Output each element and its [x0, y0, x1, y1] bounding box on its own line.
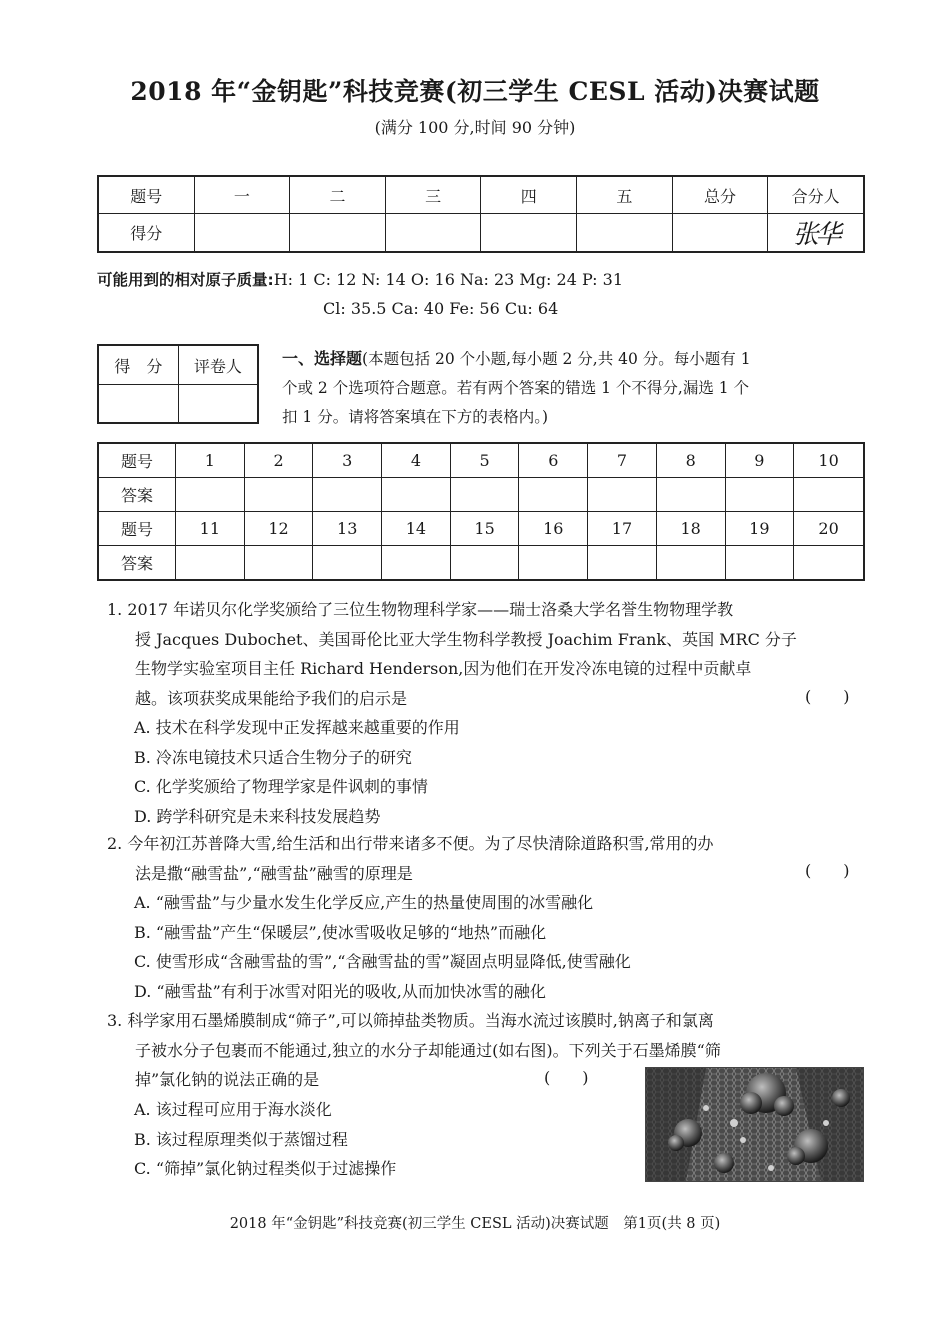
score-table-score-row	[98, 214, 864, 253]
answer-blank-cell	[656, 478, 725, 512]
question-number-label: 题号	[98, 443, 176, 478]
grader-score-blank	[98, 385, 178, 424]
answer-label: 答案	[98, 478, 176, 512]
answer-blank-cell	[794, 478, 864, 512]
option-b: B. 该过程原理类似于蒸馏过程	[134, 1129, 348, 1149]
score-blank-cell	[290, 214, 386, 253]
question-number-cell: 5	[450, 443, 519, 478]
section-1-intro-line-3: 扣 1 分。请将答案填在下方的表格内。)	[282, 408, 549, 426]
answer-table-row	[98, 512, 864, 546]
question-1-options	[134, 713, 460, 831]
page-footer: 2018 年“金钥匙”科技竞赛(初三学生 CESL 活动)决赛试题 第1页(共 8 页)	[229, 1216, 721, 1232]
answer-blank-cell	[313, 546, 382, 581]
grader-name-label: 评卷人	[178, 345, 258, 385]
answer-blank-cell	[176, 478, 245, 512]
answer-table	[97, 442, 865, 581]
score-table-header-row	[98, 176, 864, 214]
question-number-label: 题号	[98, 512, 176, 546]
question-2-answer-paren: ( )	[805, 861, 850, 880]
question-1-answer-paren: ( )	[805, 687, 850, 706]
answer-blank-cell	[176, 546, 245, 581]
option-b: B. “融雪盐”产生“保暖层”,使冰雪吸收足够的“地热”而融化	[134, 922, 547, 942]
score-blank-cell	[577, 214, 673, 253]
grader-name-blank	[178, 385, 258, 424]
score-blank-cell	[672, 214, 768, 253]
score-blank-cell	[194, 214, 290, 253]
question-number-cell: 11	[176, 512, 245, 546]
question-2-line: 法是撒“融雪盐”,“融雪盐”融雪的原理是	[135, 863, 413, 883]
question-2	[107, 829, 867, 888]
question-number-cell: 12	[244, 512, 313, 546]
score-cell: 三	[385, 176, 481, 214]
answer-blank-cell	[382, 478, 451, 512]
option-d: D. “融雪盐”有利于冰雪对阳光的吸收,从而加快冰雪的融化	[134, 981, 546, 1001]
question-number-cell: 6	[519, 443, 588, 478]
answer-label: 答案	[98, 546, 176, 581]
section-1-intro	[282, 344, 867, 432]
score-cell: 二	[290, 176, 386, 214]
answer-blank-cell	[244, 546, 313, 581]
question-3-line: 子被水分子包裹而不能通过,独立的水分子却能通过(如右图)。下列关于石墨烯膜“筛	[135, 1040, 721, 1060]
score-cell: 一	[194, 176, 290, 214]
answer-blank-cell	[313, 478, 382, 512]
answer-blank-cell	[725, 546, 794, 581]
question-1-line: 越。该项获奖成果能给予我们的启示是	[135, 688, 408, 708]
question-number-cell: 19	[725, 512, 794, 546]
question-number-cell: 2	[244, 443, 313, 478]
answer-blank-cell	[794, 546, 864, 581]
question-3-answer-paren: ( )	[544, 1068, 589, 1087]
question-number-cell: 7	[588, 443, 657, 478]
score-cell: 题号	[98, 176, 194, 214]
section-1-intro-line-2: 个或 2 个选项符合题意。若有两个答案的错选 1 个不得分,漏选 1 个	[282, 379, 750, 397]
atomic-mass-values-1: H: 1 C: 12 N: 14 O: 16 Na: 23 Mg: 24 P: 31	[273, 270, 623, 289]
answer-blank-cell	[382, 546, 451, 581]
question-3-line: 3. 科学家用石墨烯膜制成“筛子”,可以筛掉盐类物质。当海水流过该膜时,钠离子和氯离	[107, 1011, 714, 1030]
score-blank-cell	[385, 214, 481, 253]
grader-box	[97, 344, 259, 424]
answer-blank-cell	[588, 478, 657, 512]
graphene-membrane-illustration	[646, 1068, 863, 1181]
question-number-cell: 1	[176, 443, 245, 478]
question-number-cell: 16	[519, 512, 588, 546]
question-3-options	[134, 1095, 396, 1184]
score-cell: 四	[481, 176, 577, 214]
score-cell: 五	[577, 176, 673, 214]
answer-blank-cell	[450, 546, 519, 581]
question-1-line: 1. 2017 年诺贝尔化学奖颁给了三位生物物理科学家——瑞士洛桑大学名誉生物物理学教	[107, 600, 734, 619]
section-1-heading: 一、选择题	[282, 349, 363, 368]
question-1	[107, 595, 867, 713]
answer-blank-cell	[244, 478, 313, 512]
option-d: D. 跨学科研究是未来科技发展趋势	[134, 806, 381, 826]
option-c: C. “筛掉”氯化钠过程类似于过滤操作	[134, 1159, 397, 1178]
answer-blank-cell	[519, 546, 588, 581]
question-1-line: 生物学实验室项目主任 Richard Henderson,因为他们在开发冷冻电镜的过程中贡献卓	[135, 659, 752, 678]
option-b: B. 冷冻电镜技术只适合生物分子的研究	[134, 747, 412, 767]
score-blank-cell	[481, 214, 577, 253]
atomic-mass-values-2: Cl: 35.5 Ca: 40 Fe: 56 Cu: 64	[323, 299, 559, 318]
question-number-cell: 14	[382, 512, 451, 546]
answer-table-row	[98, 478, 864, 512]
option-a: A. “融雪盐”与少量水发生化学反应,产生的热量使周围的冰雪融化	[134, 893, 594, 912]
question-1-line: 授 Jacques Dubochet、美国哥伦比亚大学生物科学教授 Joachim Frank、英国 MRC 分子	[135, 629, 797, 649]
question-number-cell: 17	[588, 512, 657, 546]
question-number-cell: 3	[313, 443, 382, 478]
score-table	[97, 175, 865, 253]
answer-table-row	[98, 443, 864, 478]
answer-blank-cell	[588, 546, 657, 581]
question-number-cell: 13	[313, 512, 382, 546]
option-a: A. 该过程可应用于海水淡化	[134, 1100, 332, 1119]
page-subtitle: (满分 100 分,时间 90 分钟)	[374, 118, 576, 137]
question-number-cell: 15	[450, 512, 519, 546]
section-1-intro-line-1: 一、选择题(本题包括 20 个小题,每小题 2 分,共 40 分。每小题有 1	[282, 349, 751, 368]
graphene-membrane-image	[645, 1067, 864, 1182]
answer-table-row	[98, 546, 864, 581]
question-number-cell: 18	[656, 512, 725, 546]
option-a: A. 技术在科学发现中正发挥越来越重要的作用	[134, 718, 460, 737]
signature-cell	[768, 214, 864, 253]
answer-blank-cell	[725, 478, 794, 512]
question-3-line: 掉”氯化钠的说法正确的是	[135, 1070, 320, 1089]
atomic-mass-line-1	[97, 268, 623, 290]
handwritten-signature: 张华	[792, 220, 839, 250]
question-number-cell: 10	[794, 443, 864, 478]
question-number-cell: 9	[725, 443, 794, 478]
answer-blank-cell	[450, 478, 519, 512]
question-2-options	[134, 888, 631, 1006]
answer-blank-cell	[656, 546, 725, 581]
score-cell: 合分人	[768, 176, 864, 214]
score-row-label: 得分	[98, 214, 194, 253]
question-2-line: 2. 今年初江苏普降大雪,给生活和出行带来诸多不便。为了尽快清除道路积雪,常用的办	[107, 834, 714, 853]
option-c: C. 使雪形成“含融雪盐的雪”,“含融雪盐的雪”凝固点明显降低,使雪融化	[134, 952, 631, 971]
question-number-cell: 20	[794, 512, 864, 546]
question-number-cell: 4	[382, 443, 451, 478]
grader-score-label: 得 分	[98, 345, 178, 385]
answer-blank-cell	[519, 478, 588, 512]
score-cell: 总分	[672, 176, 768, 214]
question-number-cell: 8	[656, 443, 725, 478]
atomic-mass-label: 可能用到的相对原子质量:	[97, 271, 274, 289]
option-c: C. 化学奖颁给了物理学家是件讽刺的事情	[134, 777, 428, 796]
page-title: 2018 年“金钥匙”科技竞赛(初三学生 CESL 活动)决赛试题	[130, 77, 820, 106]
